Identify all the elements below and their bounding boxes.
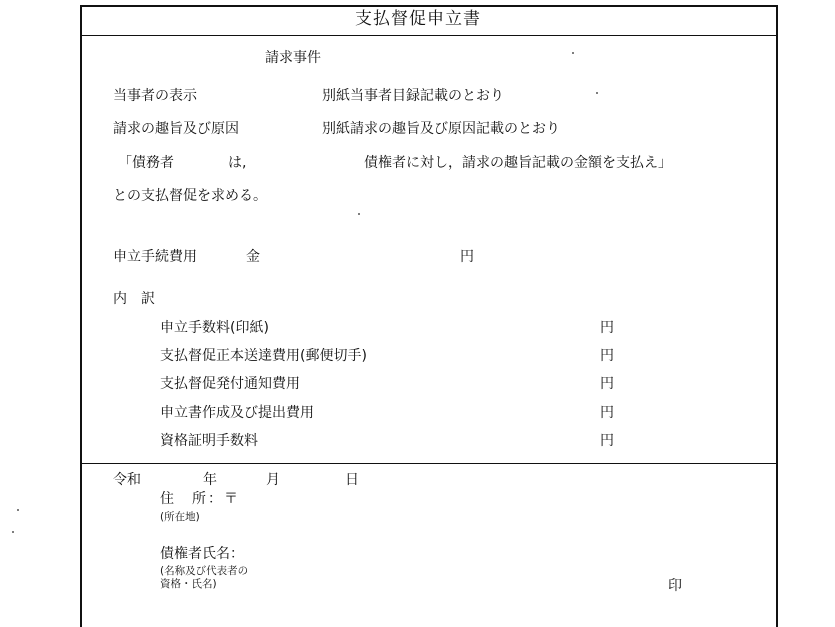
case-label: 請求事件 — [265, 50, 321, 66]
scan-speck — [358, 213, 360, 215]
fee-label: 申立手続費用 — [113, 249, 197, 265]
creditor-sub-line2: 資格・氏名) — [160, 578, 217, 590]
scan-speck — [596, 92, 598, 94]
breakdown-item-label: 支払督促正本送達費用(郵便切手) — [160, 348, 367, 364]
breakdown-label: 内 訳 — [113, 291, 155, 307]
section-rule — [80, 463, 776, 464]
breakdown-item-unit: 円 — [600, 433, 614, 449]
seal-mark: 印 — [668, 578, 682, 594]
breakdown-item-label: 資格証明手数料 — [160, 433, 258, 449]
fee-kin: 金 — [246, 249, 260, 265]
date-month: 月 — [266, 472, 280, 488]
parties-value: 別紙当事者目録記載のとおり — [322, 88, 504, 104]
quote-rest: 債権者に対し，請求の趣旨記載の金額を支払え」 — [364, 155, 672, 171]
breakdown-item-label: 申立手数料(印紙) — [160, 320, 269, 336]
breakdown-item-label: 支払督促発付通知費用 — [160, 376, 300, 392]
claim-label: 請求の趣旨及び原因 — [113, 121, 239, 137]
breakdown-item-label: 申立書作成及び提出費用 — [160, 405, 314, 421]
parties-label: 当事者の表示 — [113, 88, 197, 104]
document-title: 支払督促申立書 — [355, 9, 481, 29]
request-line: との支払督促を求める。 — [113, 188, 267, 204]
scan-speck — [572, 52, 574, 54]
breakdown-item-unit: 円 — [600, 320, 614, 336]
scan-speck — [12, 531, 14, 533]
creditor-label: 債権者氏名： — [160, 546, 244, 562]
fee-yen: 円 — [460, 249, 474, 265]
address-sub: (所在地) — [160, 511, 200, 523]
title-rule — [80, 35, 776, 36]
quote-debtor: 「債務者 — [118, 155, 174, 171]
breakdown-item-unit: 円 — [600, 348, 614, 364]
quote-ha: は, — [228, 155, 247, 171]
claim-value: 別紙請求の趣旨及び原因記載のとおり — [322, 121, 560, 137]
address-label: 住 所：〒 — [160, 491, 240, 507]
date-era: 令和 — [113, 472, 141, 488]
date-year: 年 — [203, 472, 217, 488]
breakdown-item-unit: 円 — [600, 405, 614, 421]
creditor-sub-line1: (名称及び代表者の — [160, 565, 249, 577]
date-day: 日 — [345, 472, 359, 488]
scan-speck — [17, 509, 19, 511]
breakdown-item-unit: 円 — [600, 376, 614, 392]
